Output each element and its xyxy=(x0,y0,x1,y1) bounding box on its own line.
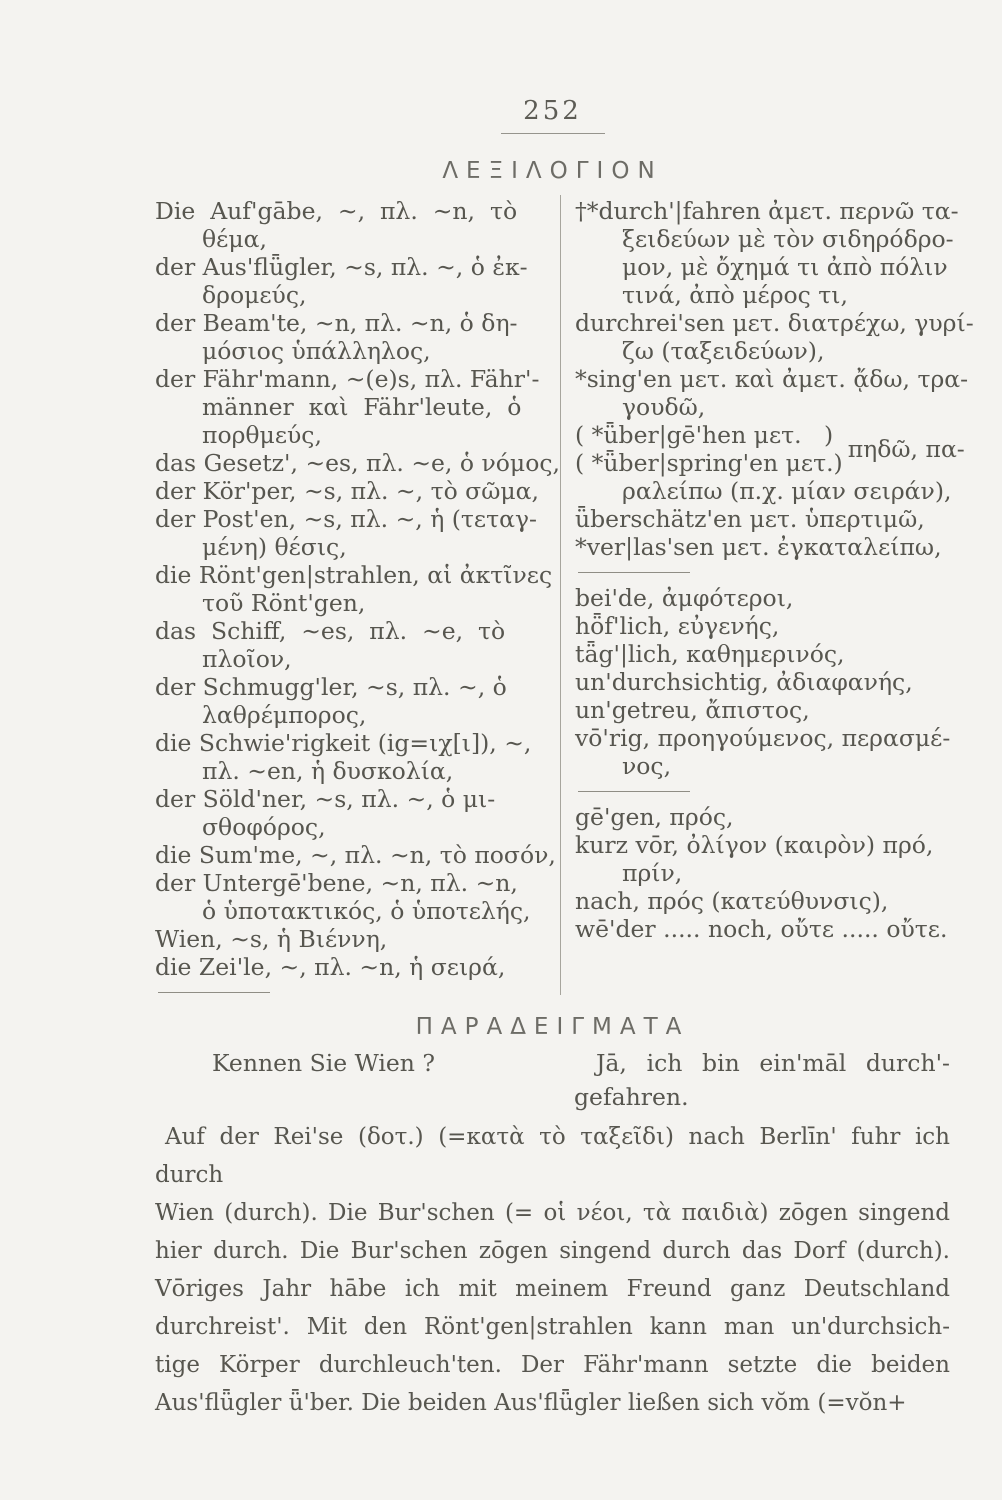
entry-line: μόσιος ὑπάλληλος, xyxy=(202,337,431,365)
entry-line: gē'gen, πρός, xyxy=(575,803,734,831)
vocab-entry xyxy=(155,925,553,953)
entry-line: vō'rig, προηγούμενος, περασμέ- xyxy=(575,724,951,752)
example-answer xyxy=(574,1046,950,1114)
entry-line: ζω (ταξειδεύων), xyxy=(622,337,825,365)
vocab-entry xyxy=(155,785,553,841)
vocab-entry xyxy=(155,729,553,785)
vocab-entry xyxy=(575,803,974,831)
entry-line: die Rönt'gen|strahlen, αἱ ἀκτῖνες xyxy=(155,561,553,589)
entry-line: πρίν, xyxy=(622,859,683,887)
entry-line: die Zei'le, ∼, πλ. ∼n, ἡ σειρά, xyxy=(155,953,506,981)
book-page xyxy=(155,96,974,1422)
vocab-entry xyxy=(575,612,974,640)
vocab-entry xyxy=(155,953,553,981)
examples-section-title: ΠΑΡΑΔΕΙΓΜΑΤΑ xyxy=(415,1014,690,1040)
vocab-entry xyxy=(155,477,553,505)
paragraph-line: Vōriges Jahr hābe ich mit meinem Freund ganz Deutschland xyxy=(155,1276,950,1302)
vocab-entry xyxy=(155,449,560,477)
answer-line: gefahren. xyxy=(574,1083,689,1111)
vocab-section-title: ΛΕΞΙΛΟΓΙΟΝ xyxy=(442,158,663,184)
vocab-entry xyxy=(155,253,553,309)
vocab-entry xyxy=(575,365,974,421)
entry-line: τινά, ἀπὸ μέρος τι, xyxy=(622,281,848,309)
vocab-entry xyxy=(575,887,974,915)
entry-line: *ver|las'sen μετ. ἐγκαταλείπω, xyxy=(575,533,942,561)
entry-line: τοῦ Rönt'gen, xyxy=(202,589,366,617)
entry-line: σθοφόρος, xyxy=(202,813,326,841)
entry-line: πλ. ∼en, ἡ δυσκολία, xyxy=(202,757,454,785)
vocab-entry xyxy=(575,505,974,533)
entry-line: der Fähr'mann, ∼(e)s, πλ. Fähr'- xyxy=(155,365,540,393)
entry-line: der Schmugg'ler, ∼s, πλ. ∼, ὁ xyxy=(155,673,507,701)
vocab-entry xyxy=(155,673,553,729)
entry-line: θέμα, xyxy=(202,225,267,253)
paragraph-line: hier durch. Die Bur'schen zōgen singend durch das Dorf (durch). xyxy=(155,1238,950,1264)
paragraph-line: Auf der Rei'se (δοτ.) (=κατὰ τὸ ταξεῖδι) nach Berlīn' fuhr ich durch xyxy=(155,1124,950,1188)
vocab-entry xyxy=(155,197,553,253)
entry-line: kurz vōr, ὀλίγον (καιρὸν) πρό, xyxy=(575,831,934,859)
vocab-entry xyxy=(575,640,974,668)
vocab-entry xyxy=(155,561,553,617)
paragraph-line: tige Körper durchleuch'ten. Der Fähr'mann setzte die beiden xyxy=(155,1352,950,1378)
entry-line: λαθρέμπορος, xyxy=(202,701,367,729)
braced-items xyxy=(575,421,843,477)
entry-line: die Sum'me, ∼, πλ. ∼n, τὸ ποσόν, xyxy=(155,841,556,869)
entry-line: tǟg'|lich, καθημερινός, xyxy=(575,640,845,668)
vocab-entry xyxy=(575,696,974,724)
entry-line: der Söld'ner, ∼s, πλ. ∼, ὁ μι- xyxy=(155,785,496,813)
entry-line: der Beam'te, ∼n, πλ. ∼n, ὁ δη- xyxy=(155,309,518,337)
vocab-entry xyxy=(575,197,974,309)
vocab-entry xyxy=(155,617,553,673)
vocab-entry xyxy=(575,668,974,696)
vocab-entry xyxy=(575,724,974,780)
vocab-entry xyxy=(575,915,974,943)
example-paragraph xyxy=(155,1118,950,1422)
vocab-columns xyxy=(155,197,974,1004)
page-number: 252 xyxy=(501,96,605,134)
vocab-entry xyxy=(155,309,553,365)
entry-line: un'getreu, ἄπιστος, xyxy=(575,696,810,724)
entry-line: πορθμεύς, xyxy=(202,421,322,449)
paragraph-line: Wien (durch). Die Bur'schen (= οἱ νέοι, τὰ παιδιὰ) zōgen singend xyxy=(155,1200,950,1226)
vocab-entry xyxy=(155,505,553,561)
entry-line: ( *ǖber|gē'hen μετ. ) xyxy=(575,421,834,449)
entry-line: ǖberschätz'en μετ. ὑπερτιμῶ, xyxy=(575,505,925,533)
entry-line: ὁ ὑποτακτικός, ὁ ὑποτελής, xyxy=(202,897,531,925)
example-dialogue xyxy=(155,1046,950,1114)
entry-line: das Gesetz', ∼es, πλ. ∼e, ὁ νόμος, xyxy=(155,449,560,477)
vocab-entry xyxy=(575,831,974,887)
entry-rule xyxy=(578,572,690,573)
braced-pair xyxy=(575,421,974,477)
entry-line: bei'de, ἀμφότεροι, xyxy=(575,584,794,612)
entry-line: das Schiff, ∼es, πλ. ∼e, τὸ xyxy=(155,617,506,645)
vocab-entry xyxy=(575,309,974,365)
entry-line: Wien, ∼s, ἡ Βιέννη, xyxy=(155,925,388,953)
entry-line: der Post'en, ∼s, πλ. ∼, ἡ (τεταγ- xyxy=(155,505,537,533)
brace-right-text: πηδῶ, πα- xyxy=(847,435,965,463)
entry-line: männer καὶ Fähr'leute, ὁ xyxy=(202,393,522,421)
entry-line: μένη) θέσις, xyxy=(202,533,347,561)
entry-line: γουδῶ, xyxy=(622,393,706,421)
entry-line: †*durch'|fahren ἀμετ. περνῶ τα- xyxy=(575,197,959,225)
entry-line: nach, πρός (κατεύθυνσις), xyxy=(575,887,889,915)
entry-line: Die Auf'gābe, ∼, πλ. ∼n, τὸ xyxy=(155,197,518,225)
vocab-entry xyxy=(155,869,553,925)
vocab-entry xyxy=(155,365,553,449)
answer-line: Jā, ich bin ein'māl durch'- xyxy=(596,1049,950,1077)
entry-line: πλοῖον, xyxy=(202,645,292,673)
entry-line: der Aus'flǖgler, ∼s, πλ. ∼, ὁ ἐκ- xyxy=(155,253,528,281)
vocab-entry xyxy=(575,584,974,612)
entry-line: ραλείπω (π.χ. μίαν σειράν), xyxy=(622,477,952,505)
example-question: Kennen Sie Wien ? xyxy=(212,1049,435,1077)
vocab-left-column xyxy=(155,197,560,1004)
entry-line: un'durchsichtig, ἀδιαφανής, xyxy=(575,668,913,696)
vocab-entry xyxy=(575,421,974,505)
entry-line: der Untergē'bene, ∼n, πλ. ∼n, xyxy=(155,869,518,897)
entry-line: ξειδεύων μὲ τὸν σιδηρόδρο- xyxy=(622,225,954,253)
entry-line: νος, xyxy=(622,752,672,780)
vocab-entry xyxy=(575,533,974,561)
vocab-entry xyxy=(155,841,556,869)
entry-line: μον, μὲ ὄχημά τι ἀπὸ πόλιν xyxy=(622,253,948,281)
entry-line: ( *ǖber|spring'en μετ.) xyxy=(575,449,843,477)
paragraph-line: durchreist'. Mit den Rönt'gen|strahlen kann man un'durchsich- xyxy=(155,1314,950,1340)
vocab-right-column xyxy=(575,197,974,1004)
paragraph-line: Aus'flǖgler ǖ'ber. Die beiden Aus'flǖgler ließen sich vŏm (=vŏn+ xyxy=(155,1390,907,1416)
entry-line: hȫf'lich, εὐγενής, xyxy=(575,612,780,640)
entry-line: der Kör'per, ∼s, πλ. ∼, τὸ σῶμα, xyxy=(155,477,539,505)
entry-line: δρομεύς, xyxy=(202,281,307,309)
entry-line: die Schwie'rigkeit (ig=ιχ[ι]), ∼, xyxy=(155,729,532,757)
entry-rule xyxy=(158,992,270,993)
entry-line: durchrei'sen μετ. διατρέχω, γυρί- xyxy=(575,309,974,337)
entry-line: *sing'en μετ. καὶ ἀμετ. ᾄδω, τρα- xyxy=(575,365,969,393)
entry-line: wē'der ..... noch, οὔτε ..... οὔτε. xyxy=(575,915,948,943)
entry-rule xyxy=(578,791,690,792)
column-divider xyxy=(560,195,561,995)
